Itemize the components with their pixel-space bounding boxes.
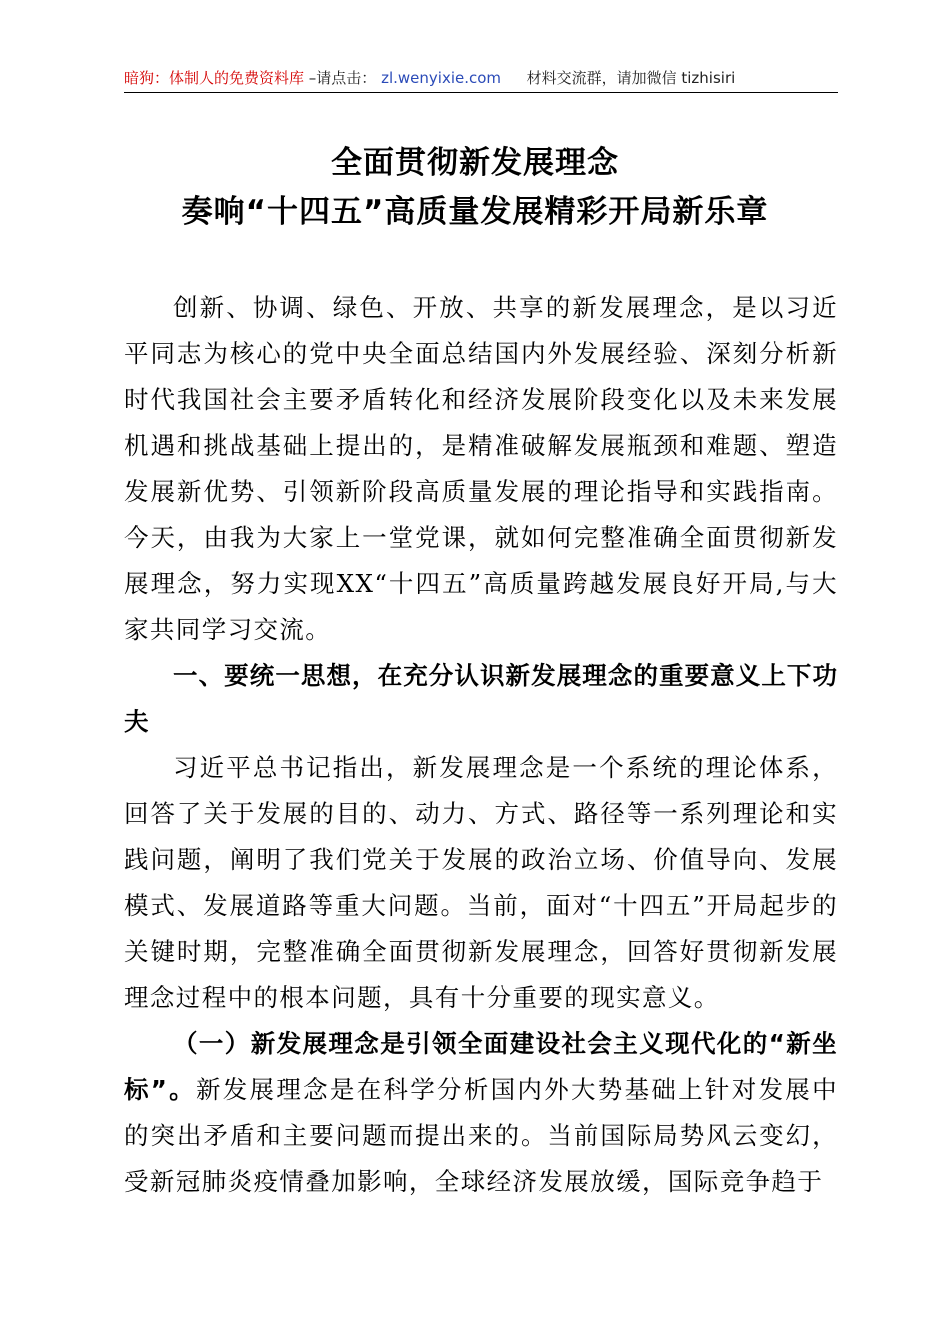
header-url-link[interactable]: zl.wenyixie.com [381, 69, 502, 87]
document-title-line2: 奏响“十四五”高质量发展精彩开局新乐章 [181, 194, 769, 230]
subsection1-paragraph [124, 1021, 838, 1205]
header-contact: 材料交流群，请加微信 tizhisiri [526, 69, 736, 87]
section1-paragraph: 习近平总书记指出，新发展理念是一个系统的理论体系，回答了关于发展的目的、动力、方式、路径等一系列理论和实践问题，阐明了我们党关于发展的政治立场、价值导向、发展模式、发展道路等重大问题。当前，面对“十四五”开局起步的关键时期，完整准确全面贯彻新发展理念，回答好贯彻新发展理念过程中的根本问题，具有十分重要的现实意义。 [124, 753, 838, 1012]
subsection1-lead: （一）新发展理念是引领全面建设社会主义现代化的“新坐标”。 [124, 1029, 838, 1104]
document-body [124, 285, 838, 1205]
header-click-prefix: –请点击： [308, 69, 377, 87]
header-divider [124, 92, 838, 93]
document-title-line1: 全面贯彻新发展理念 [331, 145, 619, 181]
intro-paragraph: 创新、协调、绿色、开放、共享的新发展理念，是以习近平同志为核心的党中央全面总结国内外发展经验、深刻分析新时代我国社会主要矛盾转化和经济发展阶段变化以及未来发展机遇和挑战基础上提出的，是精准破解发展瓶颈和难题、塑造发展新优势、引领新阶段高质量发展的理论指导和实践指南。今天，由我为大家上一堂党课，就如何完整准确全面贯彻新发展理念，努力实现XX“十四五”高质量跨越发展良好开局,与大家共同学习交流。 [124, 293, 838, 644]
section1-heading: 一、要统一思想，在充分认识新发展理念的重要意义上下功夫 [124, 661, 838, 736]
header-site-label: 暗狗：体制人的免费资料库 [124, 69, 305, 87]
subsection1-body: 新发展理念是在科学分析国内外大势基础上针对发展中的突出矛盾和主要问题而提出来的。当前国际局势风云变幻，受新冠肺炎疫情叠加影响，全球经济发展放缓，国际竞争趋于 [124, 1075, 838, 1196]
page-header [124, 66, 838, 90]
